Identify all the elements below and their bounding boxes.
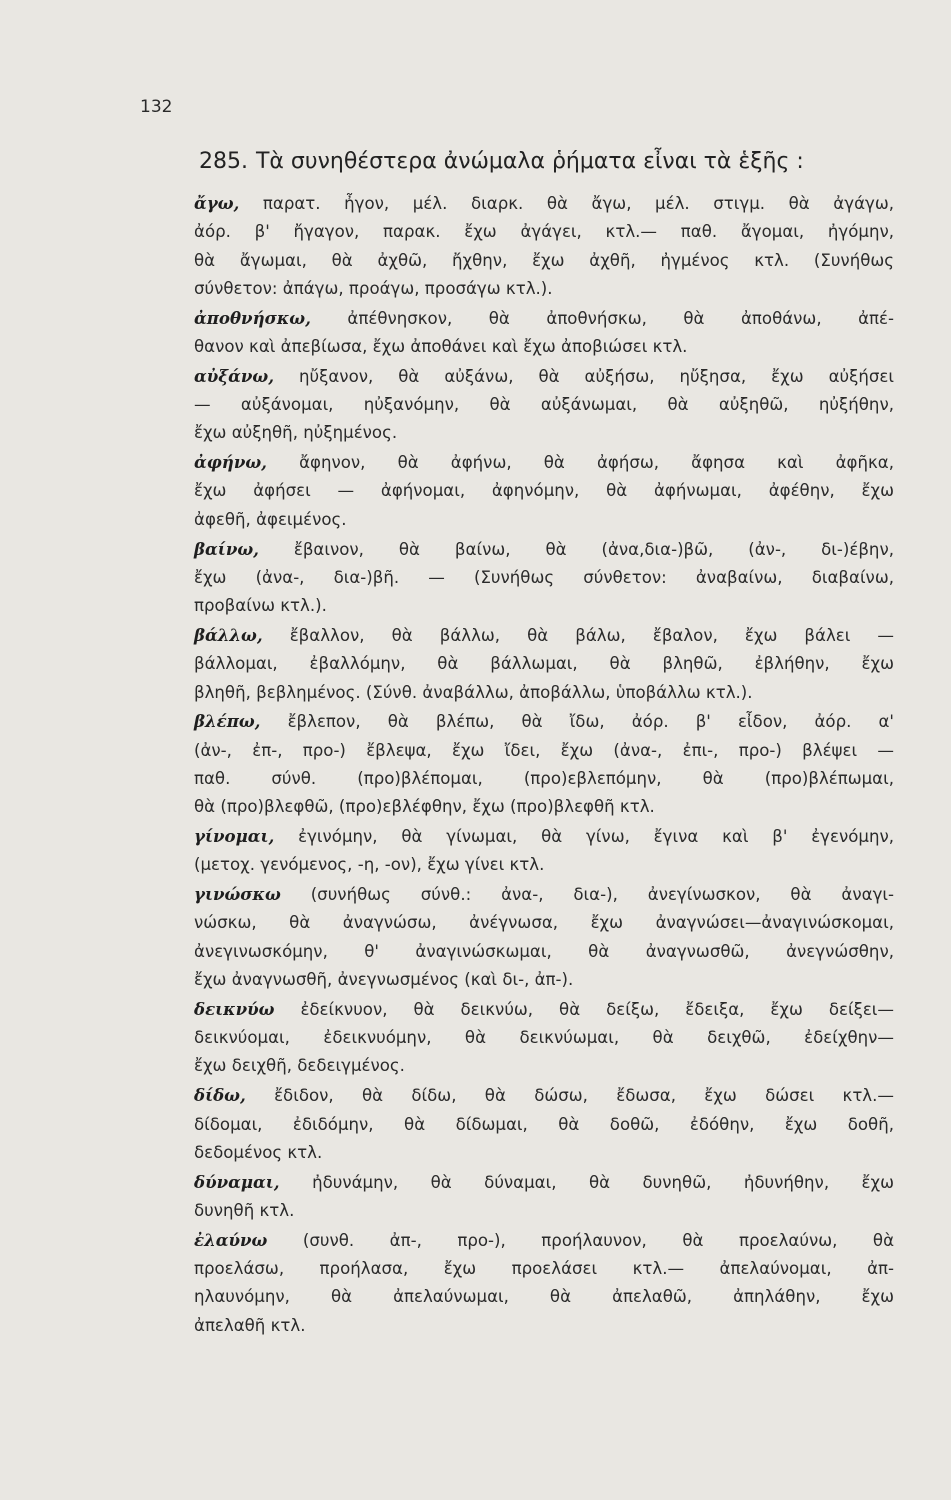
verb-lemma: ἐλαύνω	[194, 1229, 268, 1250]
entry-line	[146, 247, 894, 275]
entry-line	[146, 448, 894, 477]
entry-text: θὰ (προ)βλεφθῶ, (προ)εβλέφθην, ἔχω (προ)βλεφθῆ κτλ.	[194, 797, 655, 817]
entry-text: δυνηθῆ κτλ.	[194, 1200, 295, 1220]
entry-line	[146, 304, 894, 333]
verb-entry	[146, 1226, 894, 1340]
entry-text: θανον καὶ ἀπεβίωσα, ἔχω ἀποθάνει καὶ ἔχω ἀποβιώσει κτλ.	[194, 336, 688, 356]
verb-lemma: βλέπω,	[194, 711, 261, 732]
verb-entry	[146, 822, 894, 880]
verb-entry	[146, 621, 894, 707]
entry-text: (ἀν-, ἐπ-, προ-) ἔβλεψα, ἔχω ἴδει, ἔχω (ἀνα-, ἐπι-, προ-) βλέψει —	[194, 740, 894, 760]
entry-line	[146, 793, 894, 821]
entry-text: ἀόρ. β' ἤγαγον, παρακ. ἔχω ἀγάγει, κτλ.— παθ. ἄγομαι, ἠγόμην,	[194, 222, 894, 242]
entry-text: ἀπέθνησκον, θὰ ἀποθνήσκω, θὰ ἀποθάνω, ἀπέ-	[347, 308, 894, 328]
entry-text: νώσκω, θὰ ἀναγνώσω, ἀνέγνωσα, ἔχω ἀναγνώσει—ἀναγινώσκομαι,	[194, 913, 894, 933]
verb-lemma: δίδω,	[194, 1085, 246, 1106]
verb-entry	[146, 1081, 894, 1167]
entry-line	[146, 995, 894, 1024]
entry-text: ἀπελαθῆ κτλ.	[194, 1315, 306, 1335]
entry-line	[146, 1024, 894, 1052]
entry-text: δεδομένος κτλ.	[194, 1142, 323, 1162]
entry-line	[146, 477, 894, 505]
entry-text: βάλλομαι, ἐβαλλόμην, θὰ βάλλωμαι, θὰ βληθῶ, ἐβλήθην, ἔχω	[194, 654, 894, 674]
entry-line	[146, 564, 894, 592]
entry-text: ἔχω ἀφήσει — ἀφήνομαι, ἀφηνόμην, θὰ ἀφήνωμαι, ἀφέθην, ἔχω	[194, 481, 894, 501]
entry-line	[146, 707, 894, 736]
verb-entry	[146, 995, 894, 1081]
entry-line	[146, 333, 894, 361]
entry-line	[146, 909, 894, 937]
entry-line	[146, 621, 894, 650]
entry-text: ἠδυνάμην, θὰ δύναμαι, θὰ δυνηθῶ, ἠδυνήθην, ἔχω	[312, 1172, 895, 1192]
section-heading	[199, 149, 899, 174]
verb-lemma: ἄγω,	[194, 193, 240, 213]
page-number: 132	[140, 97, 173, 117]
entry-text: (συνθ. ἀπ-, προ-), προήλαυνον, θὰ προελαύνω, θὰ	[302, 1230, 895, 1250]
entry-text: ἀφεθῆ, ἀφειμένος.	[194, 509, 347, 529]
entry-text: (μετοχ. γενόμενος, -η, -ον), ἔχω γίνει κτλ.	[194, 855, 545, 875]
entry-text: ἄφηνον, θὰ ἀφήνω, θὰ ἀφήσω, ἄφησα καὶ ἀφῆκα,	[299, 453, 894, 473]
verb-lemma: ἀφήνω,	[194, 452, 267, 473]
verb-lemma: γινώσκω	[194, 884, 281, 905]
entry-text: ηὔξανον, θὰ αὐξάνω, θὰ αὐξήσω, ηὔξησα, ἔχω αὐξήσει	[298, 366, 894, 386]
entry-line	[146, 218, 894, 246]
verb-entry	[146, 362, 894, 448]
entry-line	[146, 1168, 894, 1197]
verb-lemma: αὐξάνω,	[194, 365, 274, 386]
entry-text: — αὐξάνομαι, ηὐξανόμην, θὰ αὐξάνωμαι, θὰ αὐξηθῶ, ηὐξήθην,	[194, 395, 894, 415]
entry-line	[146, 1312, 894, 1340]
entry-line	[146, 1139, 894, 1167]
verb-entry	[146, 1168, 894, 1226]
entry-text: προελάσω, προήλασα, ἔχω προελάσει κτλ.— ἀπελαύνομαι, ἀπ-	[194, 1258, 894, 1278]
entry-line	[146, 737, 894, 765]
entry-line	[146, 419, 894, 447]
entry-line	[146, 189, 894, 218]
entry-text: ἔχω αὐξηθῆ, ηὐξημένος.	[194, 423, 398, 443]
verb-entry	[146, 448, 894, 534]
entry-text: ἔχω δειχθῆ, δεδειγμένος.	[194, 1056, 405, 1076]
verb-entry	[146, 304, 894, 362]
verb-lemma: βαίνω,	[194, 538, 259, 559]
entry-text: βληθῆ, βεβλημένος. (Σύνθ. ἀναβάλλω, ἀποβάλλω, ὑποβάλλω κτλ.).	[194, 682, 753, 702]
entry-line	[146, 535, 894, 564]
verb-lemma: δεικνύω	[194, 998, 275, 1019]
entry-text: ἐδείκνυον, θὰ δεικνύω, θὰ δείξω, ἔδειξα, ἔχω δείξει—	[300, 999, 894, 1019]
section-number: 285.	[199, 149, 248, 174]
entry-text: ἔδιδον, θὰ δίδω, θὰ δώσω, ἔδωσα, ἔχω δώσει κτλ.—	[274, 1086, 894, 1106]
entry-text: παθ. σύνθ. (προ)βλέπομαι, (προ)εβλεπόμην, θὰ (προ)βλέπωμαι,	[194, 768, 894, 788]
verb-entry	[146, 880, 894, 994]
verb-lemma: δύναμαι,	[194, 1171, 280, 1192]
entry-line	[146, 362, 894, 391]
verb-entry	[146, 535, 894, 621]
verb-lemma: ἀποθνήσκω,	[194, 307, 311, 328]
entry-text: ἔχω ἀναγνωσθῆ, ἀνεγνωσμένος (καὶ δι-, ἀπ-).	[194, 970, 574, 990]
entry-text: θὰ ἄγωμαι, θὰ ἀχθῶ, ἤχθην, ἔχω ἀχθῆ, ἠγμένος κτλ. (Συνήθως	[194, 250, 894, 270]
entry-line	[146, 506, 894, 534]
entry-text: ἔβαινον, θὰ βαίνω, θὰ (ἀνα,δια-)βῶ, (ἀν-, δι-)έβην,	[293, 539, 894, 559]
verb-entry	[146, 189, 894, 303]
entry-line	[146, 1052, 894, 1080]
entry-line	[146, 1197, 894, 1225]
entry-text: δεικνύομαι, ἐδεικνυόμην, θὰ δεικνύωμαι, θὰ δειχθῶ, ἐδείχθην—	[194, 1028, 894, 1048]
entry-line	[146, 880, 894, 909]
entry-text: ηλαυνόμην, θὰ ἀπελαύνωμαι, θὰ ἀπελαθῶ, ἀπηλάθην, ἔχω	[194, 1287, 894, 1307]
entry-line	[146, 592, 894, 620]
entry-text: παρατ. ἦγον, μέλ. διαρκ. θὰ ἄγω, μέλ. στιγμ. θὰ ἀγάγω,	[262, 194, 894, 213]
entry-line	[146, 1226, 894, 1255]
entry-text: ἀνεγινωσκόμην, θ' ἀναγινώσκωμαι, θὰ ἀναγνωσθῶ, ἀνεγνώσθην,	[194, 941, 894, 961]
entry-line	[146, 391, 894, 419]
entry-text: (συνήθως σύνθ.: ἀνα-, δια-), ἀνεγίνωσκον, θὰ ἀναγι-	[310, 885, 895, 905]
entry-line	[146, 765, 894, 793]
entry-line	[146, 650, 894, 678]
entry-line	[146, 822, 894, 851]
entry-text: δίδομαι, ἐδιδόμην, θὰ δίδωμαι, θὰ δοθῶ, ἐδόθην, ἔχω δοθῆ,	[194, 1114, 894, 1134]
verb-lemma: γίνομαι,	[194, 826, 275, 847]
entry-text: σύνθετον: ἀπάγω, προάγω, προσάγω κτλ.).	[194, 278, 553, 298]
verb-list	[146, 189, 894, 1340]
verb-entry	[146, 707, 894, 821]
entry-text: ἔβαλλον, θὰ βάλλω, θὰ βάλω, ἔβαλον, ἔχω βάλει —	[289, 625, 894, 645]
entry-line	[146, 679, 894, 707]
entry-line	[146, 938, 894, 966]
entry-line	[146, 1255, 894, 1283]
entry-text: προβαίνω κτλ.).	[194, 596, 327, 616]
entry-text: ἔβλεπον, θὰ βλέπω, θὰ ἴδω, ἀόρ. β' εἶδον, ἀόρ. α'	[287, 712, 894, 732]
entry-text: ἐγινόμην, θὰ γίνωμαι, θὰ γίνω, ἔγινα καὶ β' ἐγενόμην,	[298, 827, 895, 847]
entry-line	[146, 1283, 894, 1311]
entry-line	[146, 1111, 894, 1139]
verb-lemma: βάλλω,	[194, 624, 263, 645]
entry-line	[146, 1081, 894, 1110]
entry-line	[146, 275, 894, 303]
entry-line	[146, 851, 894, 879]
entry-line	[146, 966, 894, 994]
entry-text: ἔχω (ἀνα-, δια-)βῆ. — (Συνήθως σύνθετον: ἀναβαίνω, διαβαίνω,	[194, 567, 894, 587]
section-title: Τὰ συνηθέστερα ἀνώμαλα ῥήματα εἶναι τὰ ἑξῆς :	[255, 149, 804, 174]
